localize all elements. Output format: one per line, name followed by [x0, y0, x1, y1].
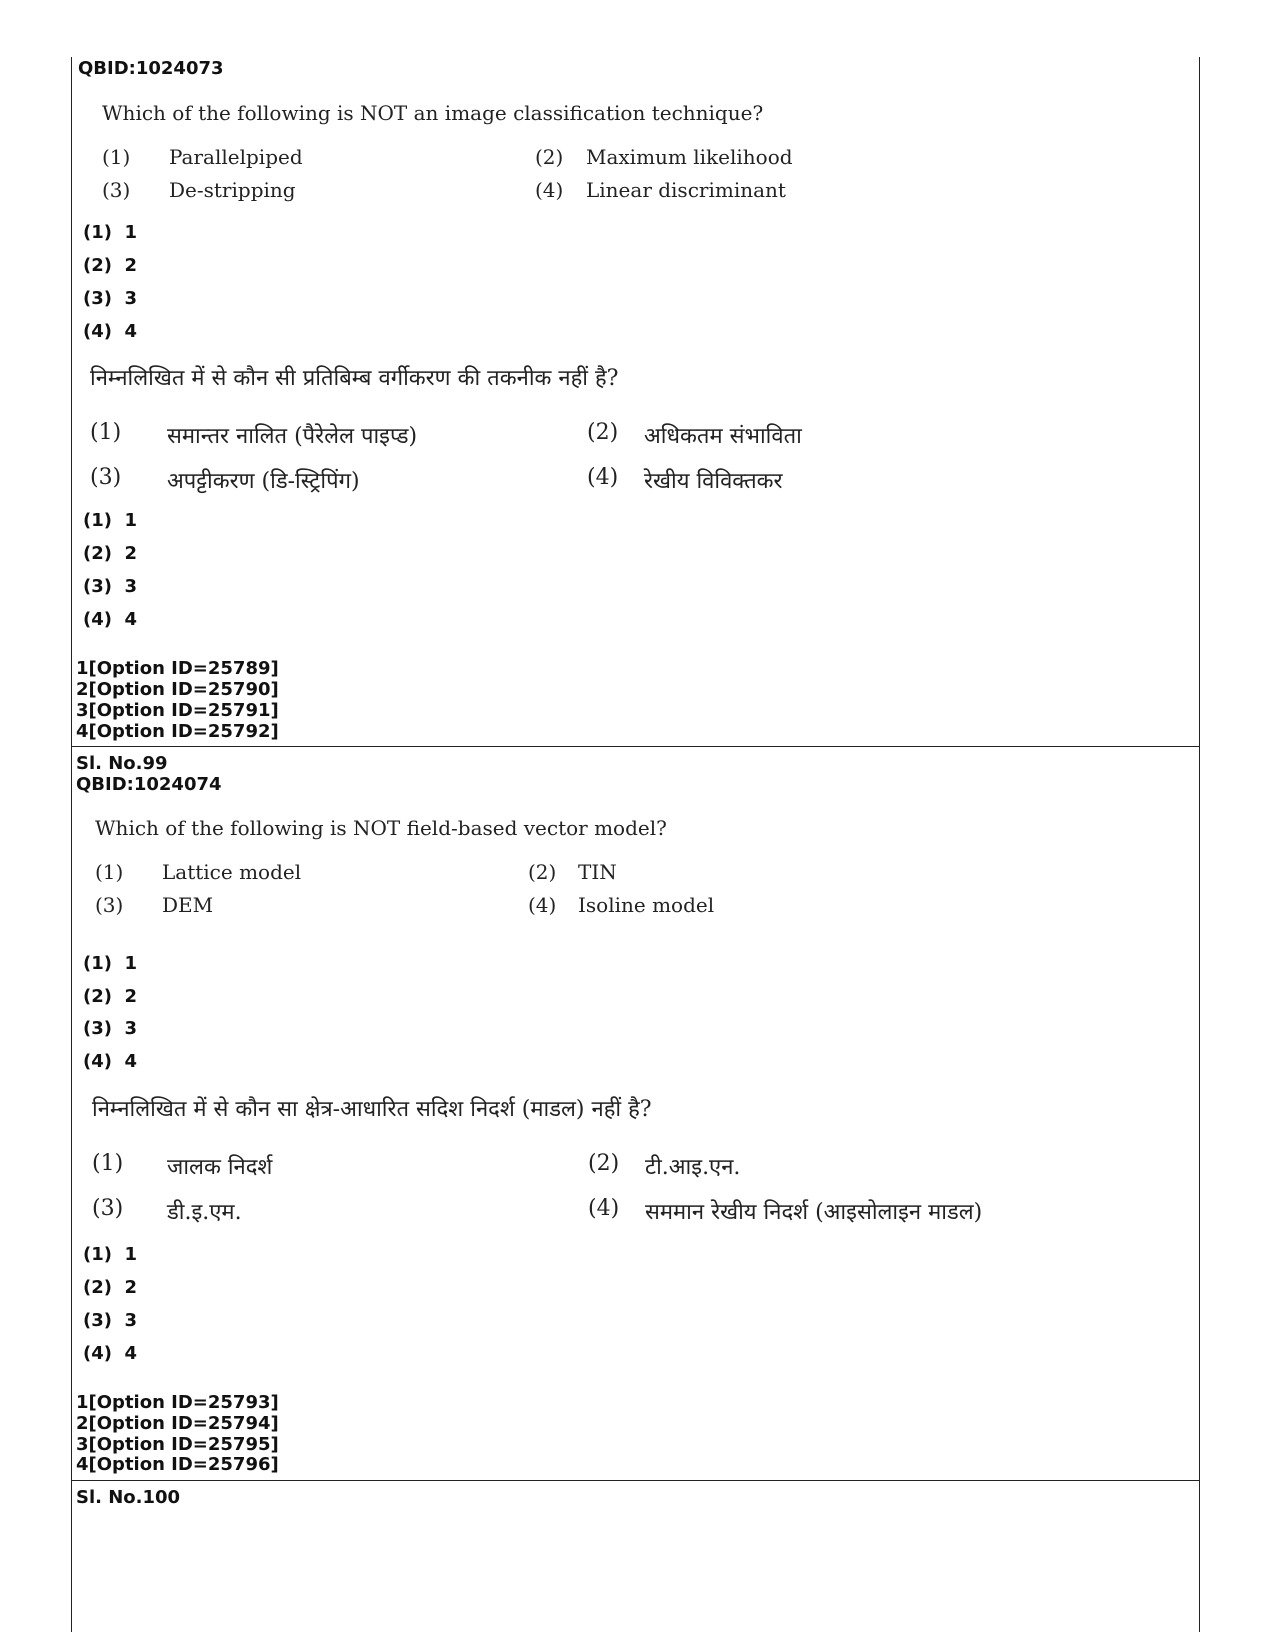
option-99-hi-1-text: जालक निदर्श	[167, 1155, 273, 1180]
option-id-99-4: 4[Option ID=25796]	[76, 1454, 279, 1475]
option-99-en-3-num: (3)	[95, 893, 124, 917]
option-98-hi-3-text: अपट्टीकरण (डि-स्ट्रिपिंग)	[167, 469, 360, 494]
response-99-en-4	[83, 1051, 137, 1072]
qbid-98: QBID:1024073	[78, 58, 224, 79]
option-98-en-3-num: (3)	[102, 178, 131, 202]
response-98-hi-2	[83, 543, 137, 564]
response-val: 2	[124, 255, 138, 276]
option-99-en-2-text: TIN	[578, 860, 617, 884]
response-val: 1	[124, 510, 138, 531]
option-98-hi-4-text: रेखीय विविक्तकर	[644, 469, 783, 494]
response-99-en-1	[83, 953, 137, 974]
response-99-hi-4	[83, 1343, 137, 1364]
option-99-hi-4-num: (4)	[588, 1196, 620, 1221]
option-id-99-1: 1[Option ID=25793]	[76, 1392, 279, 1413]
option-99-hi-2-num: (2)	[588, 1151, 620, 1176]
question-99-hindi: निम्नलिखित में से कौन सा क्षेत्र-आधारित सदिश निदर्श (माडल) नहीं है?	[92, 1097, 652, 1122]
response-num: (1)	[83, 222, 112, 243]
sl-no-99: Sl. No.99	[76, 753, 168, 774]
response-99-hi-1	[83, 1244, 137, 1265]
question-99-english: Which of the following is NOT field-based vector model?	[95, 816, 667, 840]
response-val: 2	[124, 1277, 138, 1298]
response-98-en-1	[83, 222, 137, 243]
response-num: (1)	[83, 1244, 112, 1265]
response-val: 2	[124, 986, 138, 1007]
response-num: (4)	[83, 1051, 112, 1072]
option-99-hi-4-text: सममान रेखीय निदर्श (आइसोलाइन माडल)	[645, 1200, 983, 1225]
option-98-hi-1-text: समान्तर नालित (पैरेलेल पाइप्ड)	[167, 424, 418, 449]
option-98-en-1-text: Parallelpiped	[169, 145, 303, 169]
response-val: 3	[124, 1018, 138, 1039]
option-99-en-1-num: (1)	[95, 860, 124, 884]
response-99-hi-2	[83, 1277, 137, 1298]
response-num: (4)	[83, 321, 112, 342]
option-98-en-2-text: Maximum likelihood	[586, 145, 793, 169]
response-99-en-2	[83, 986, 137, 1007]
option-id-98-4: 4[Option ID=25792]	[76, 721, 279, 742]
response-98-en-2	[83, 255, 137, 276]
option-id-99-3: 3[Option ID=25795]	[76, 1434, 279, 1455]
option-99-en-3-text: DEM	[162, 893, 214, 917]
response-val: 4	[124, 1051, 138, 1072]
response-num: (4)	[83, 1343, 112, 1364]
response-num: (2)	[83, 255, 112, 276]
question-divider	[72, 746, 1199, 747]
response-num: (3)	[83, 288, 112, 309]
response-num: (3)	[83, 1018, 112, 1039]
option-99-hi-3-text: डी.इ.एम.	[167, 1200, 242, 1225]
response-num: (2)	[83, 1277, 112, 1298]
response-98-en-4	[83, 321, 137, 342]
option-98-hi-2-num: (2)	[587, 420, 619, 445]
option-99-en-1-text: Lattice model	[162, 860, 302, 884]
response-99-hi-3	[83, 1310, 137, 1331]
response-98-hi-1	[83, 510, 137, 531]
response-99-en-3	[83, 1018, 137, 1039]
option-98-en-1-num: (1)	[102, 145, 131, 169]
option-99-en-2-num: (2)	[528, 860, 557, 884]
option-99-en-4-text: Isoline model	[578, 893, 715, 917]
option-98-hi-4-num: (4)	[587, 465, 619, 490]
response-val: 4	[124, 609, 138, 630]
response-val: 2	[124, 543, 138, 564]
option-id-98-3: 3[Option ID=25791]	[76, 700, 279, 721]
question-98-english: Which of the following is NOT an image classification technique?	[102, 101, 764, 125]
option-98-en-4-text: Linear discriminant	[586, 178, 786, 202]
response-val: 3	[124, 576, 138, 597]
response-num: (1)	[83, 953, 112, 974]
option-98-en-4-num: (4)	[535, 178, 564, 202]
response-num: (3)	[83, 576, 112, 597]
response-num: (2)	[83, 986, 112, 1007]
option-98-hi-2-text: अधिकतम संभाविता	[644, 424, 802, 449]
option-99-hi-2-text: टी.आइ.एन.	[645, 1155, 741, 1180]
response-val: 1	[124, 1244, 138, 1265]
option-99-hi-3-num: (3)	[92, 1196, 124, 1221]
option-98-hi-3-num: (3)	[90, 465, 122, 490]
response-num: (2)	[83, 543, 112, 564]
question-98-hindi: निम्नलिखित में से कौन सी प्रतिबिम्ब वर्गीकरण की तकनीक नहीं है?	[90, 366, 619, 391]
option-99-en-4-num: (4)	[528, 893, 557, 917]
option-98-en-3-text: De-stripping	[169, 178, 296, 202]
option-98-en-2-num: (2)	[535, 145, 564, 169]
response-val: 4	[124, 1343, 138, 1364]
option-id-98-2: 2[Option ID=25790]	[76, 679, 279, 700]
option-id-99-2: 2[Option ID=25794]	[76, 1413, 279, 1434]
option-99-hi-1-num: (1)	[92, 1151, 124, 1176]
response-val: 3	[124, 288, 138, 309]
response-98-hi-4	[83, 609, 137, 630]
response-val: 1	[124, 953, 138, 974]
response-num: (3)	[83, 1310, 112, 1331]
response-val: 4	[124, 321, 138, 342]
question-page	[71, 57, 1200, 1632]
question-divider	[72, 1480, 1199, 1481]
sl-no-100: Sl. No.100	[76, 1487, 181, 1508]
qbid-99: QBID:1024074	[76, 774, 222, 795]
response-98-hi-3	[83, 576, 137, 597]
option-98-hi-1-num: (1)	[90, 420, 122, 445]
response-num: (1)	[83, 510, 112, 531]
response-val: 3	[124, 1310, 138, 1331]
response-num: (4)	[83, 609, 112, 630]
response-val: 1	[124, 222, 138, 243]
option-id-98-1: 1[Option ID=25789]	[76, 658, 279, 679]
response-98-en-3	[83, 288, 137, 309]
